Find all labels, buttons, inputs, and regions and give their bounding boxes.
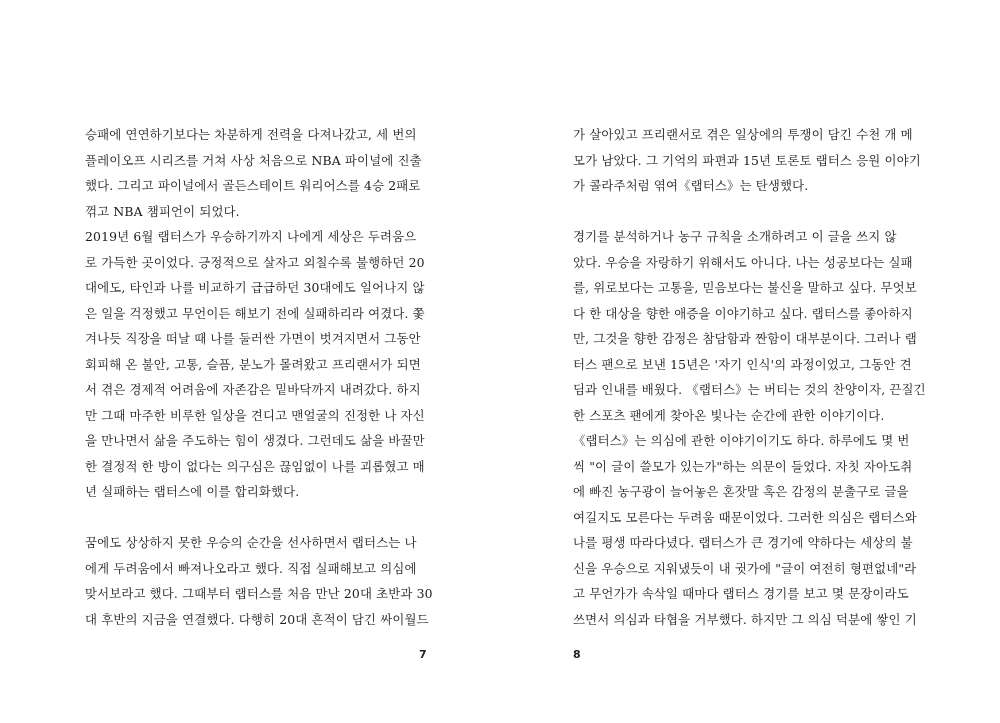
page-number: 8	[573, 648, 581, 661]
text-line: 에 빠진 농구광이 늘어놓은 혼잣말 혹은 감정의 분출구로 글을	[573, 484, 909, 499]
text-line: 꿈에도 상상하지 못한 우승의 순간을 선사하면서 랩터스는 나	[85, 535, 417, 550]
text-line: 플레이오프 시리즈를 거쳐 사상 처음으로 NBA 파이널에 진출	[85, 152, 422, 168]
left-page-text	[85, 122, 433, 632]
text-line: 한 결정적 한 방이 없다는 의구심은 끊임없이 나를 괴롭혔고 매	[85, 458, 425, 474]
text-line: 고 무언가가 속삭일 때마다 랩터스 경기를 보고 몇 문장이라도	[573, 586, 909, 601]
text-line: 씩 "이 글이 쓸모가 있는가"하는 의문이 들었다. 자칫 자아도취	[573, 458, 913, 474]
text-line: 승패에 연연하기보다는 차분하게 전력을 다져나갔고, 세 번의	[85, 127, 417, 142]
text-line: 가 살아있고 프리랜서로 겪은 일상에의 투쟁이 담긴 수천 개 메	[573, 127, 913, 142]
text-line: 가 콜라주처럼 엮여《랩터스》는 탄생했다.	[573, 178, 809, 193]
text-line: 았다. 우승을 자랑하기 위해서도 아니다. 나는 성공보다는 실패	[573, 254, 913, 270]
text-line: 를, 위로보다는 고통을, 믿음보다는 불신을 말하고 싶다. 무엇보	[573, 280, 917, 295]
text-line: 서 겪은 경제적 어려움에 자존감은 밑바닥까지 내려갔다. 하지	[85, 382, 421, 397]
text-line: 경기를 분석하거나 농구 규칙을 소개하려고 이 글을 쓰지 않	[573, 229, 897, 244]
text-line: 꺾고 NBA 챔피언이 되었다.	[85, 203, 240, 219]
right-page	[500, 0, 1000, 723]
text-line: 대에도, 타인과 나를 비교하기 급급하던 30대에도 일어나지 않	[85, 280, 425, 295]
text-line: 했다. 그리고 파이널에서 골든스테이트 워리어스를 4승 2패로	[85, 178, 421, 193]
text-line: 대 후반의 지금을 연결했다. 다행히 20대 흔적이 담긴 싸이월드	[85, 611, 429, 627]
text-line: 회피해 온 불안, 고통, 슬픔, 분노가 몰려왔고 프리랜서가 되면	[85, 356, 421, 372]
text-line: 딤과 인내를 배웠다. 《랩터스》는 버티는 것의 찬양이자, 끈질긴	[573, 382, 926, 397]
text-line: 만, 그것을 향한 감정은 참담함과 짠함이 대부분이다. 그러나 랩	[573, 331, 917, 346]
text-line: 모가 남았다. 그 기억의 파편과 15년 토론토 랩터스 응원 이야기	[573, 152, 921, 168]
text-line: 한 스포츠 팬에게 찾아온 빛나는 순간에 관한 이야기이다.	[573, 407, 885, 423]
text-line: 은 일을 걱정했고 무언이든 해보기 전에 실패하리라 여겼다. 쫓	[85, 305, 425, 321]
text-line: 맞서보라고 했다. 그때부터 랩터스를 처음 만난 20대 초반과 30	[85, 586, 433, 601]
text-line: 을 만나면서 삶을 주도하는 힘이 생겼다. 그런데도 삶을 바꿀만	[85, 433, 425, 448]
text-line: 2019년 6월 랩터스가 우승하기까지 나에게 세상은 두려움으	[85, 229, 417, 244]
text-line: 만 그때 마주한 비루한 일상을 견디고 맨얼굴의 진정한 나 자신	[85, 407, 425, 423]
text-line: 겨나듯 직장을 떠날 때 나를 둘러싼 가면이 벗겨지면서 그동안	[85, 331, 421, 346]
text-line: 신을 우승으로 지워냈듯이 내 귓가에 "글이 여전히 형편없네"라	[573, 560, 917, 576]
text-line: 여길지도 모른다는 두려움 때문이었다. 그러한 의심은 랩터스와	[573, 509, 917, 525]
text-line: 년 실패하는 랩터스에 이를 합리화했다.	[85, 484, 300, 499]
text-line: 《랩터스》는 의심에 관한 이야기이기도 하다. 하루에도 몇 번	[573, 433, 910, 448]
right-page-text	[573, 122, 926, 632]
text-line: 쓰면서 의심과 타협을 거부했다. 하지만 그 의심 덕분에 쌓인 기	[573, 611, 917, 627]
text-line: 에게 두려움에서 빠져나오라고 했다. 직접 실패해보고 의심에	[85, 560, 417, 576]
text-line: 터스 팬으로 보낸 15년은 '자기 인식'의 과정이었고, 그동안 견	[573, 356, 912, 372]
paragraph-gap	[85, 505, 430, 531]
paragraph-gap	[573, 199, 918, 225]
page-number: 7	[419, 648, 427, 661]
text-line: 나를 평생 따라다녔다. 랩터스가 큰 경기에 약하다는 세상의 불	[573, 535, 913, 550]
text-line: 로 가득한 곳이었다. 긍정적으로 살자고 외칠수록 불행하던 20	[85, 254, 425, 270]
text-line: 다 한 대상을 향한 애증을 이야기하고 싶다. 랩터스를 좋아하지	[573, 305, 913, 321]
